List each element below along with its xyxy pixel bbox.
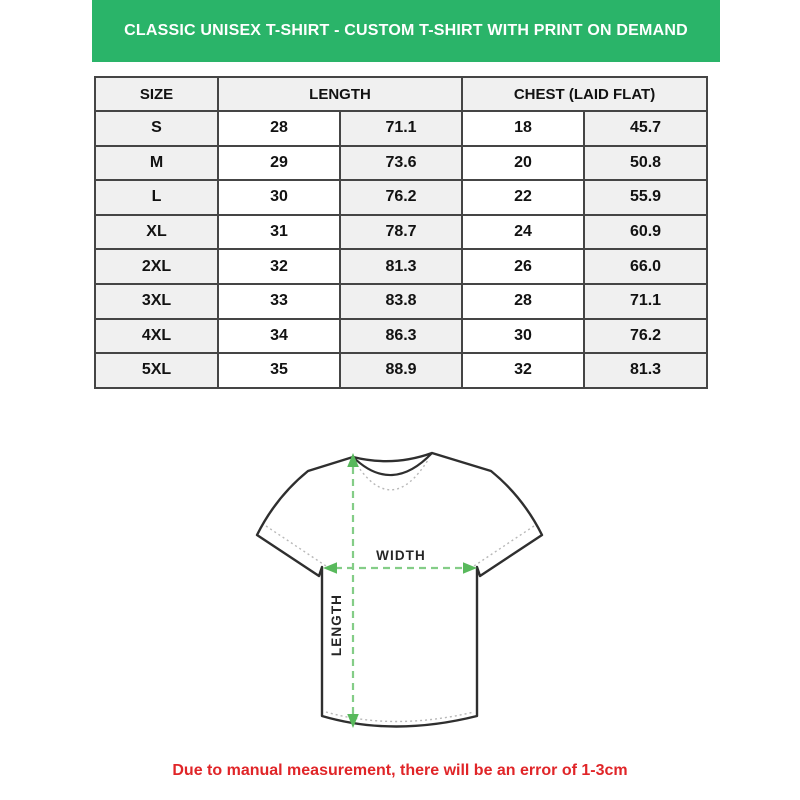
chest-in-cell: 28 <box>462 284 584 319</box>
size-cell: 5XL <box>95 353 218 388</box>
size-cell: XL <box>95 215 218 250</box>
size-row-l <box>95 180 707 215</box>
chest-in-cell: 30 <box>462 319 584 354</box>
chest-cm-cell: 76.2 <box>584 319 707 354</box>
size-row-4xl <box>95 319 707 354</box>
tshirt-diagram <box>230 425 570 765</box>
chest-cm-cell: 81.3 <box>584 353 707 388</box>
length-in-cell: 30 <box>218 180 340 215</box>
length-cm-cell: 81.3 <box>340 249 462 284</box>
chest-cm-cell: 60.9 <box>584 215 707 250</box>
size-row-s <box>95 111 707 146</box>
chest-in-cell: 20 <box>462 146 584 181</box>
chest-in-cell: 18 <box>462 111 584 146</box>
size-cell: 4XL <box>95 319 218 354</box>
length-in-cell: 35 <box>218 353 340 388</box>
size-row-m <box>95 146 707 181</box>
length-in-cell: 33 <box>218 284 340 319</box>
size-cell: M <box>95 146 218 181</box>
table-header-row <box>95 77 707 111</box>
size-row-xl <box>95 215 707 250</box>
chest-in-cell: 22 <box>462 180 584 215</box>
length-measure-label: LENGTH <box>329 593 344 657</box>
size-table-container <box>94 76 708 389</box>
length-cm-cell: 76.2 <box>340 180 462 215</box>
title-banner <box>92 0 720 62</box>
length-cm-cell: 86.3 <box>340 319 462 354</box>
length-in-cell: 28 <box>218 111 340 146</box>
page-title: CLASSIC UNISEX T-SHIRT - CUSTOM T-SHIRT WITH PRINT ON DEMAND <box>124 22 688 39</box>
size-cell: S <box>95 111 218 146</box>
width-measure-label: WIDTH <box>376 548 426 563</box>
length-cm-cell: 83.8 <box>340 284 462 319</box>
col-header-chest: CHEST (LAID FLAT) <box>462 77 707 111</box>
chest-in-cell: 32 <box>462 353 584 388</box>
chest-cm-cell: 66.0 <box>584 249 707 284</box>
col-header-size: SIZE <box>95 77 218 111</box>
chest-cm-cell: 50.8 <box>584 146 707 181</box>
col-header-length: LENGTH <box>218 77 462 111</box>
length-in-cell: 34 <box>218 319 340 354</box>
length-in-cell: 32 <box>218 249 340 284</box>
chest-in-cell: 26 <box>462 249 584 284</box>
size-table-body <box>95 111 707 388</box>
chest-in-cell: 24 <box>462 215 584 250</box>
length-cm-cell: 71.1 <box>340 111 462 146</box>
chest-cm-cell: 71.1 <box>584 284 707 319</box>
measurement-disclaimer: Due to manual measurement, there will be an error of 1-3cm <box>172 762 628 779</box>
size-row-2xl <box>95 249 707 284</box>
size-row-3xl <box>95 284 707 319</box>
length-cm-cell: 88.9 <box>340 353 462 388</box>
length-cm-cell: 78.7 <box>340 215 462 250</box>
size-chart-table <box>94 76 708 389</box>
length-cm-cell: 73.6 <box>340 146 462 181</box>
tshirt-outline <box>257 453 542 727</box>
length-in-cell: 29 <box>218 146 340 181</box>
chest-cm-cell: 45.7 <box>584 111 707 146</box>
length-in-cell: 31 <box>218 215 340 250</box>
size-row-5xl <box>95 353 707 388</box>
size-cell: L <box>95 180 218 215</box>
chest-cm-cell: 55.9 <box>584 180 707 215</box>
size-cell: 2XL <box>95 249 218 284</box>
size-cell: 3XL <box>95 284 218 319</box>
